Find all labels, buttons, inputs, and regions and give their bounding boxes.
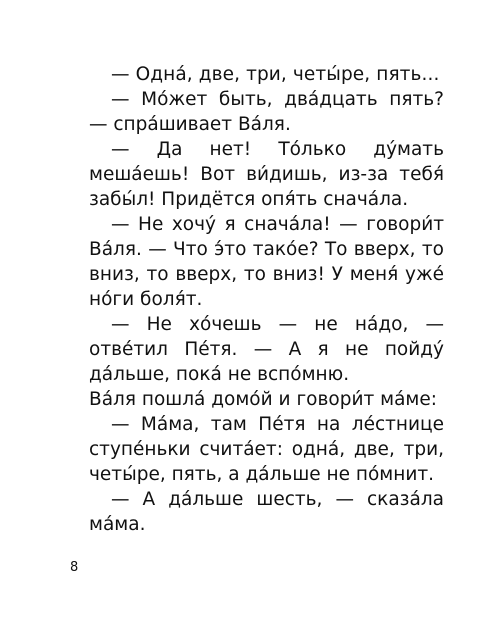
story-text — [89, 62, 444, 537]
paragraph-valya-tells-mom: — Ма́ма, там Пе́тя на ле́стнице ступе́ньки счита́ет: одна́, две, три, четы́ре, пять, а да́льше не по́мнит. — [89, 414, 444, 485]
paragraph-valya-complains: — Не хочу́ я снача́ла! — говори́т Ва́ля. — Что э́то тако́е? То вверх, то вниз, то вверх, то вниз! У меня́ уже́ но́ги боля́т. — [89, 214, 444, 310]
paragraph-valya-goes-home: Ва́ля пошла́ домо́й и говори́т ма́ме: — [89, 389, 437, 410]
page-number: 8 — [70, 560, 79, 575]
paragraph-mom-answers: — А да́льше шесть, — сказа́ла ма́ма. — [89, 489, 444, 535]
paragraph-petya-answers: — Не хо́чешь — не на́до, — отве́тил Пе́тя. — А я не пойду́ да́льше, пока́ не вспо́мню. — [89, 314, 444, 385]
paragraph-counting: — Одна́, две, три, четы́ре, пять... — [111, 64, 440, 85]
paragraph-valya-asks: — Мо́жет быть, два́дцать пять? — спра́шивает Ва́ля. — [89, 89, 444, 135]
paragraph-petya-annoyed: — Да нет! То́лько ду́мать меша́ешь! Вот ви́дишь, из-за тебя́ забы́л! Придётся опя́ть снача́ла. — [89, 139, 444, 210]
